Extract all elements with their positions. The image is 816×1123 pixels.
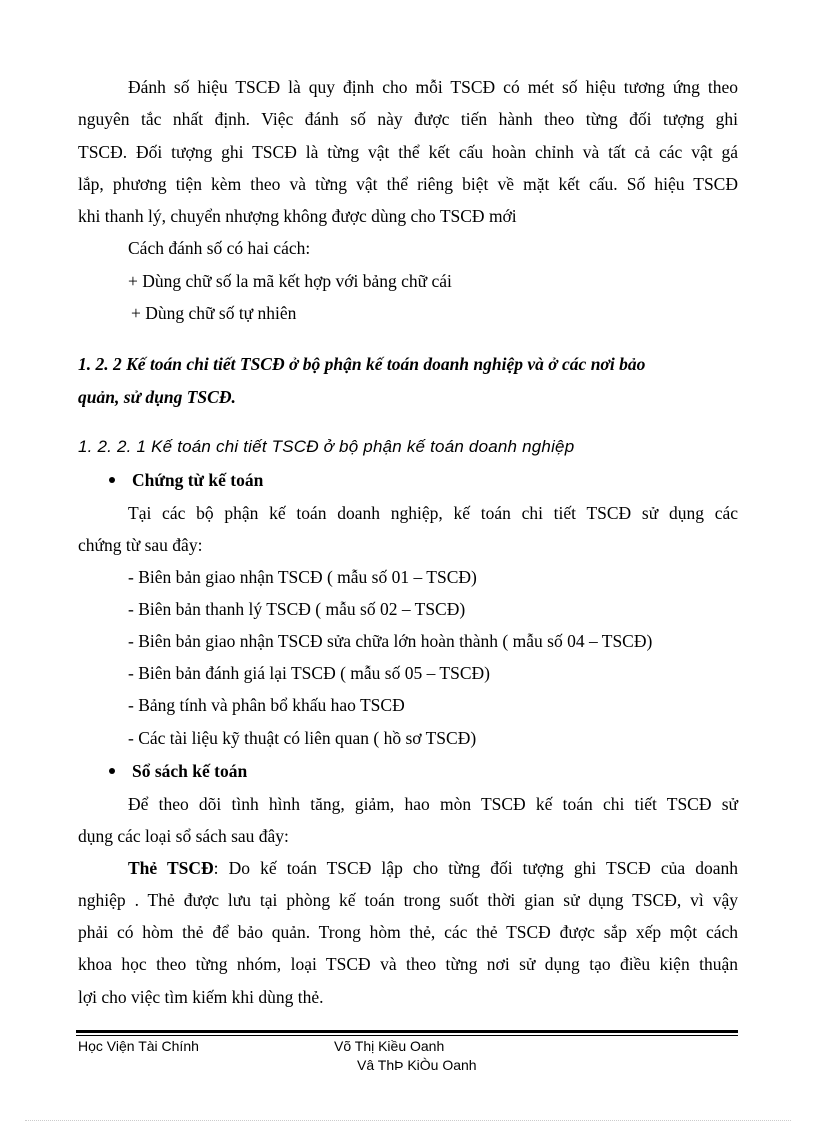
books-title: Sổ sách kế toán	[132, 761, 248, 781]
vouchers-intro-line: chứng từ sau đây:	[78, 535, 203, 555]
paragraph-line: nguyên tắc nhất định. Việc đánh số này được tiến hành theo từng đối tượng ghi	[78, 109, 738, 129]
section-heading-line1: 1. 2. 2 Kế toán chi tiết TSCĐ ở bộ phận kế toán doanh nghiệp và ở các nơi bảo	[78, 354, 646, 374]
voucher-item: - Biên bản giao nhận TSCĐ sửa chữa lớn hoàn thành ( mẫu số 04 – TSCĐ)	[128, 631, 653, 651]
section-heading-line2: quản, sử dụng TSCĐ.	[78, 387, 236, 407]
paragraph-line: Đánh số hiệu TSCĐ là quy định cho mỗi TSCĐ có mét số hiệu tương ứng theo	[128, 77, 738, 97]
card-paragraph-line: nghiệp . Thẻ được lưu tại phòng kế toán trong suốt thời gian sử dụng TSCĐ, vì vậy	[78, 890, 738, 910]
method-item: + Dùng chữ số la mã kết hợp với bảng chữ cái	[128, 271, 452, 291]
books-intro-line: Để theo dõi tình hình tăng, giảm, hao mòn TSCĐ kế toán chi tiết TSCĐ sử	[128, 794, 738, 814]
voucher-item: - Biên bản đánh giá lại TSCĐ ( mẫu số 05 – TSCĐ)	[128, 663, 490, 683]
method-item: + Dùng chữ số tự nhiên	[131, 303, 297, 323]
bullet-icon	[109, 768, 115, 774]
footer-institution: Học Viện Tài Chính	[78, 1038, 199, 1054]
voucher-item: - Các tài liệu kỹ thuật có liên quan ( hồ sơ TSCĐ)	[128, 728, 477, 748]
footer-rule-thin	[76, 1035, 738, 1036]
footer-author: Võ Thị Kiều Oanh	[334, 1038, 445, 1054]
card-paragraph-line: phải có hòm thẻ để bảo quản. Trong hòm thẻ, các thẻ TSCĐ được sắp xếp một cách	[78, 922, 738, 942]
books-intro-line: dụng các loại sổ sách sau đây:	[78, 826, 289, 846]
paragraph-line: lắp, phương tiện kèm theo và từng vật thể riêng biệt về mặt kết cấu. Số hiệu TSCĐ	[78, 174, 738, 194]
voucher-item: - Biên bản thanh lý TSCĐ ( mẫu số 02 – TSCĐ)	[128, 599, 466, 619]
vouchers-intro-line: Tại các bộ phận kế toán doanh nghiệp, kế toán chi tiết TSCĐ sử dụng các	[128, 503, 738, 523]
card-paragraph-line: khoa học theo từng nhóm, loại TSCĐ và theo từng nơi sử dụng tạo điều kiện thuận	[78, 954, 738, 974]
paragraph-line: khi thanh lý, chuyển nhượng không được dùng cho TSCĐ mới	[78, 206, 517, 226]
methods-intro: Cách đánh số có hai cách:	[128, 238, 311, 258]
subsection-heading: 1. 2. 2. 1 Kế toán chi tiết TSCĐ ở bộ phận kế toán doanh nghiệp	[78, 437, 575, 456]
card-paragraph-first-line	[128, 857, 738, 879]
footer-rule-thick	[76, 1030, 738, 1033]
bullet-icon	[109, 477, 115, 483]
card-paragraph-line: lợi cho việc tìm kiếm khi dùng thẻ.	[78, 987, 324, 1007]
card-line1-rest: : Do kế toán TSCĐ lập cho từng đối tượng ghi TSCĐ của doanh	[213, 858, 738, 878]
card-term: Thẻ TSCĐ	[128, 858, 214, 878]
paragraph-line: TSCĐ. Đối tượng ghi TSCĐ là từng vật thể kết cấu hoàn chỉnh và tất cả các vật gá	[78, 142, 738, 162]
voucher-item: - Biên bản giao nhận TSCĐ ( mẫu số 01 – TSCĐ)	[128, 567, 477, 587]
footer-author-garbled: Vâ ThÞ KiÒu Oanh	[357, 1057, 477, 1073]
voucher-item: - Bảng tính và phân bổ khấu hao TSCĐ	[128, 695, 405, 715]
vouchers-title: Chứng từ kế toán	[132, 470, 264, 490]
page-edge-divider	[25, 1120, 791, 1121]
